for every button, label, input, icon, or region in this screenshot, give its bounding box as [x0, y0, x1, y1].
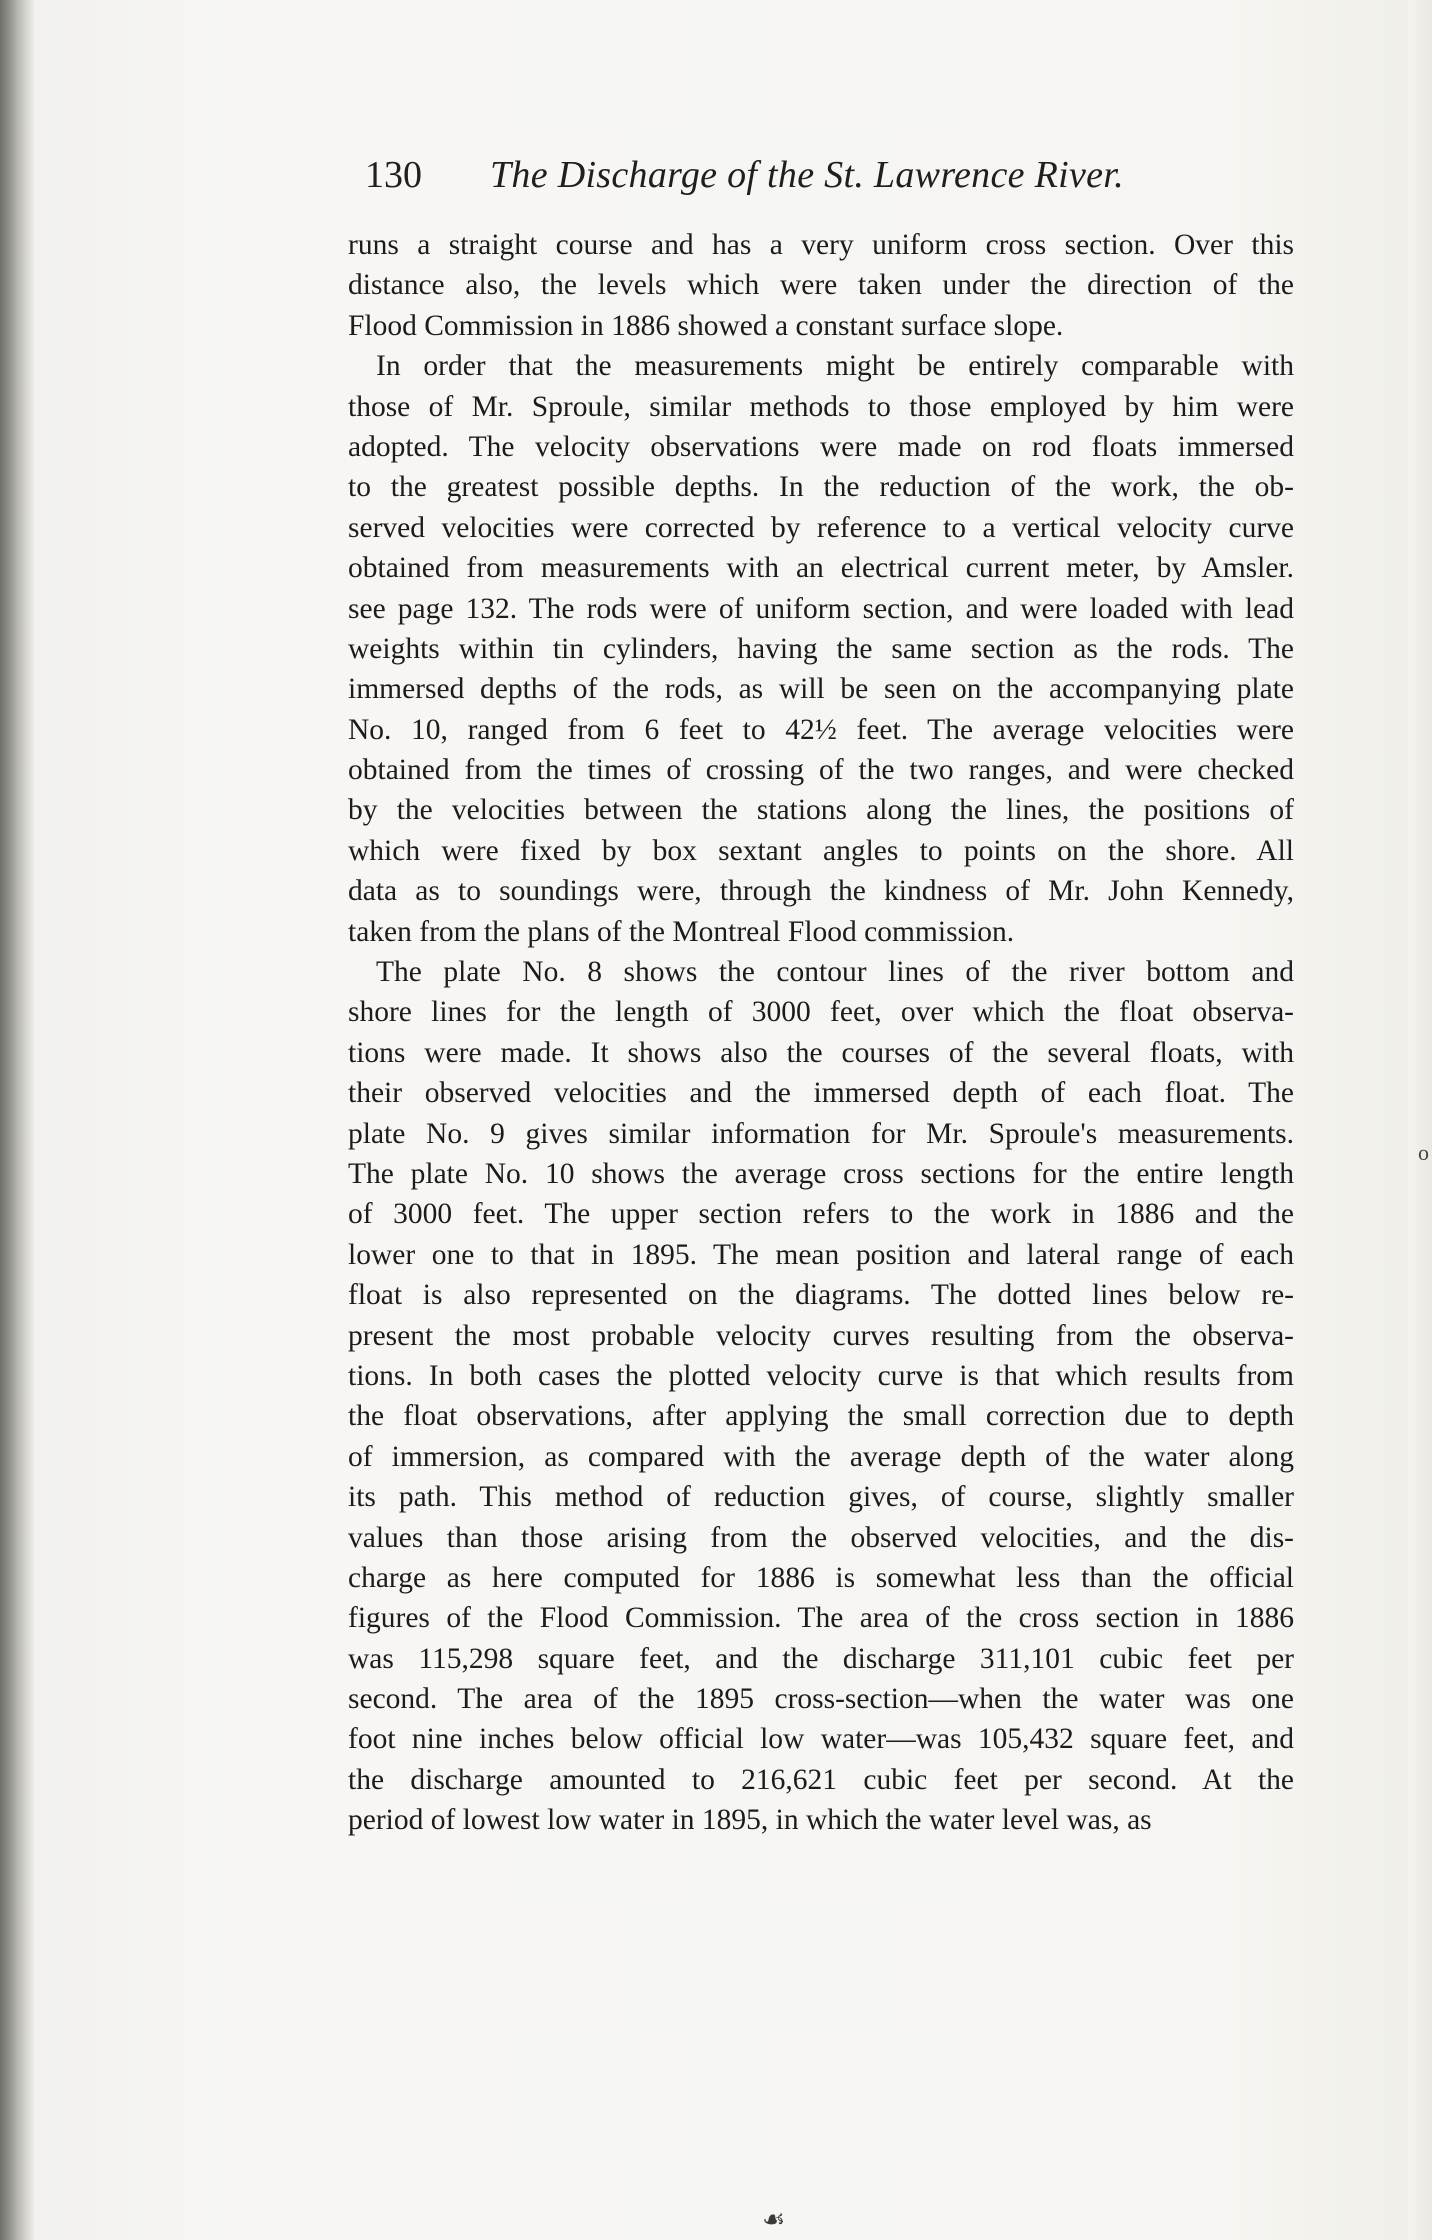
body-text — [348, 225, 1294, 1841]
paragraph — [348, 346, 1294, 952]
text-line: period of lowest low water in 1895, in which the water level was, as — [348, 1804, 1152, 1837]
text-line: obtained from the times of crossing of the two ranges, and were checked — [348, 754, 1294, 787]
text-line: adopted. The velocity observations were made on rod floats immersed — [348, 430, 1294, 463]
page-right-edge — [1408, 0, 1432, 2240]
text-line: plate No. 9 gives similar information for Mr. Sproule's measurements. — [348, 1117, 1294, 1150]
text-line: weights within tin cylinders, having the same section as the rods. The — [348, 632, 1294, 665]
text-line: present the most probable velocity curves resulting from the observa- — [348, 1319, 1294, 1352]
text-line: tions. In both cases the plotted velocity curve is that which results from — [348, 1359, 1294, 1392]
text-line: values than those arising from the observed velocities, and the dis- — [348, 1521, 1294, 1554]
text-line: No. 10, ranged from 6 feet to 42½ feet. The average velocities were — [348, 713, 1294, 746]
book-binding-shadow — [0, 0, 34, 2240]
text-line: see page 132. The rods were of uniform section, and were loaded with lead — [348, 592, 1294, 625]
text-line: Flood Commission in 1886 showed a constant surface slope. — [348, 309, 1064, 342]
text-line: In order that the measurements might be entirely comparable with — [376, 350, 1294, 383]
text-line: The plate No. 8 shows the contour lines of the river bottom and — [376, 956, 1294, 989]
text-line: shore lines for the length of 3000 feet, over which the float observa- — [348, 996, 1294, 1029]
text-line: was 115,298 square feet, and the discharge 311,101 cubic feet per — [348, 1642, 1294, 1675]
paragraph — [348, 952, 1294, 1841]
text-line: The plate No. 10 shows the average cross sections for the entire length — [348, 1157, 1294, 1190]
text-line: the float observations, after applying the small correction due to depth — [348, 1400, 1294, 1433]
text-line: foot nine inches below official low water—was 105,432 square feet, and — [348, 1723, 1294, 1756]
text-line: by the velocities between the stations along the lines, the positions of — [348, 794, 1294, 827]
text-line: data as to soundings were, through the kindness of Mr. John Kennedy, — [348, 875, 1294, 908]
text-line: of 3000 feet. The upper section refers to the work in 1886 and the — [348, 1198, 1294, 1231]
text-line: runs a straight course and has a very uniform cross section. Over this — [348, 229, 1294, 261]
text-line: tions were made. It shows also the courses of the several floats, with — [348, 1036, 1294, 1069]
text-line: charge as here computed for 1886 is somewhat less than the official — [348, 1561, 1294, 1594]
text-line: those of Mr. Sproule, similar methods to those employed by him were — [348, 390, 1294, 423]
text-line: their observed velocities and the immersed depth of each float. The — [348, 1077, 1294, 1110]
text-line: taken from the plans of the Montreal Flood commission. — [348, 915, 1015, 948]
text-line: lower one to that in 1895. The mean position and lateral range of each — [348, 1238, 1294, 1271]
text-line: float is also represented on the diagrams. The dotted lines below re- — [348, 1279, 1294, 1312]
text-line: immersed depths of the rods, as will be seen on the accompanying plate — [348, 673, 1294, 706]
text-line: second. The area of the 1895 cross-section—when the water was one — [348, 1683, 1294, 1716]
paragraph — [348, 225, 1294, 346]
edge-stray-mark: o — [1418, 1140, 1429, 1165]
text-line: its path. This method of reduction gives, of course, slightly smaller — [348, 1481, 1294, 1514]
printer-ornament-mark: ☙ — [762, 2205, 784, 2234]
text-line: obtained from measurements with an electrical current meter, by Amsler. — [348, 552, 1294, 585]
text-line: the discharge amounted to 216,621 cubic feet per second. At the — [348, 1763, 1294, 1796]
text-line: distance also, the levels which were taken under the direction of the — [348, 269, 1294, 302]
text-line: of immersion, as compared with the average depth of the water along — [348, 1440, 1294, 1473]
text-line: figures of the Flood Commission. The area of the cross section in 1886 — [348, 1602, 1294, 1635]
running-title: The Discharge of the St. Lawrence River. — [490, 154, 1124, 196]
running-header — [365, 150, 1125, 200]
text-line: which were fixed by box sextant angles to points on the shore. All — [348, 834, 1294, 867]
text-line: served velocities were corrected by reference to a vertical velocity curve — [348, 511, 1294, 544]
text-line: to the greatest possible depths. In the reduction of the work, the ob- — [348, 471, 1294, 504]
page-number: 130 — [365, 154, 422, 196]
